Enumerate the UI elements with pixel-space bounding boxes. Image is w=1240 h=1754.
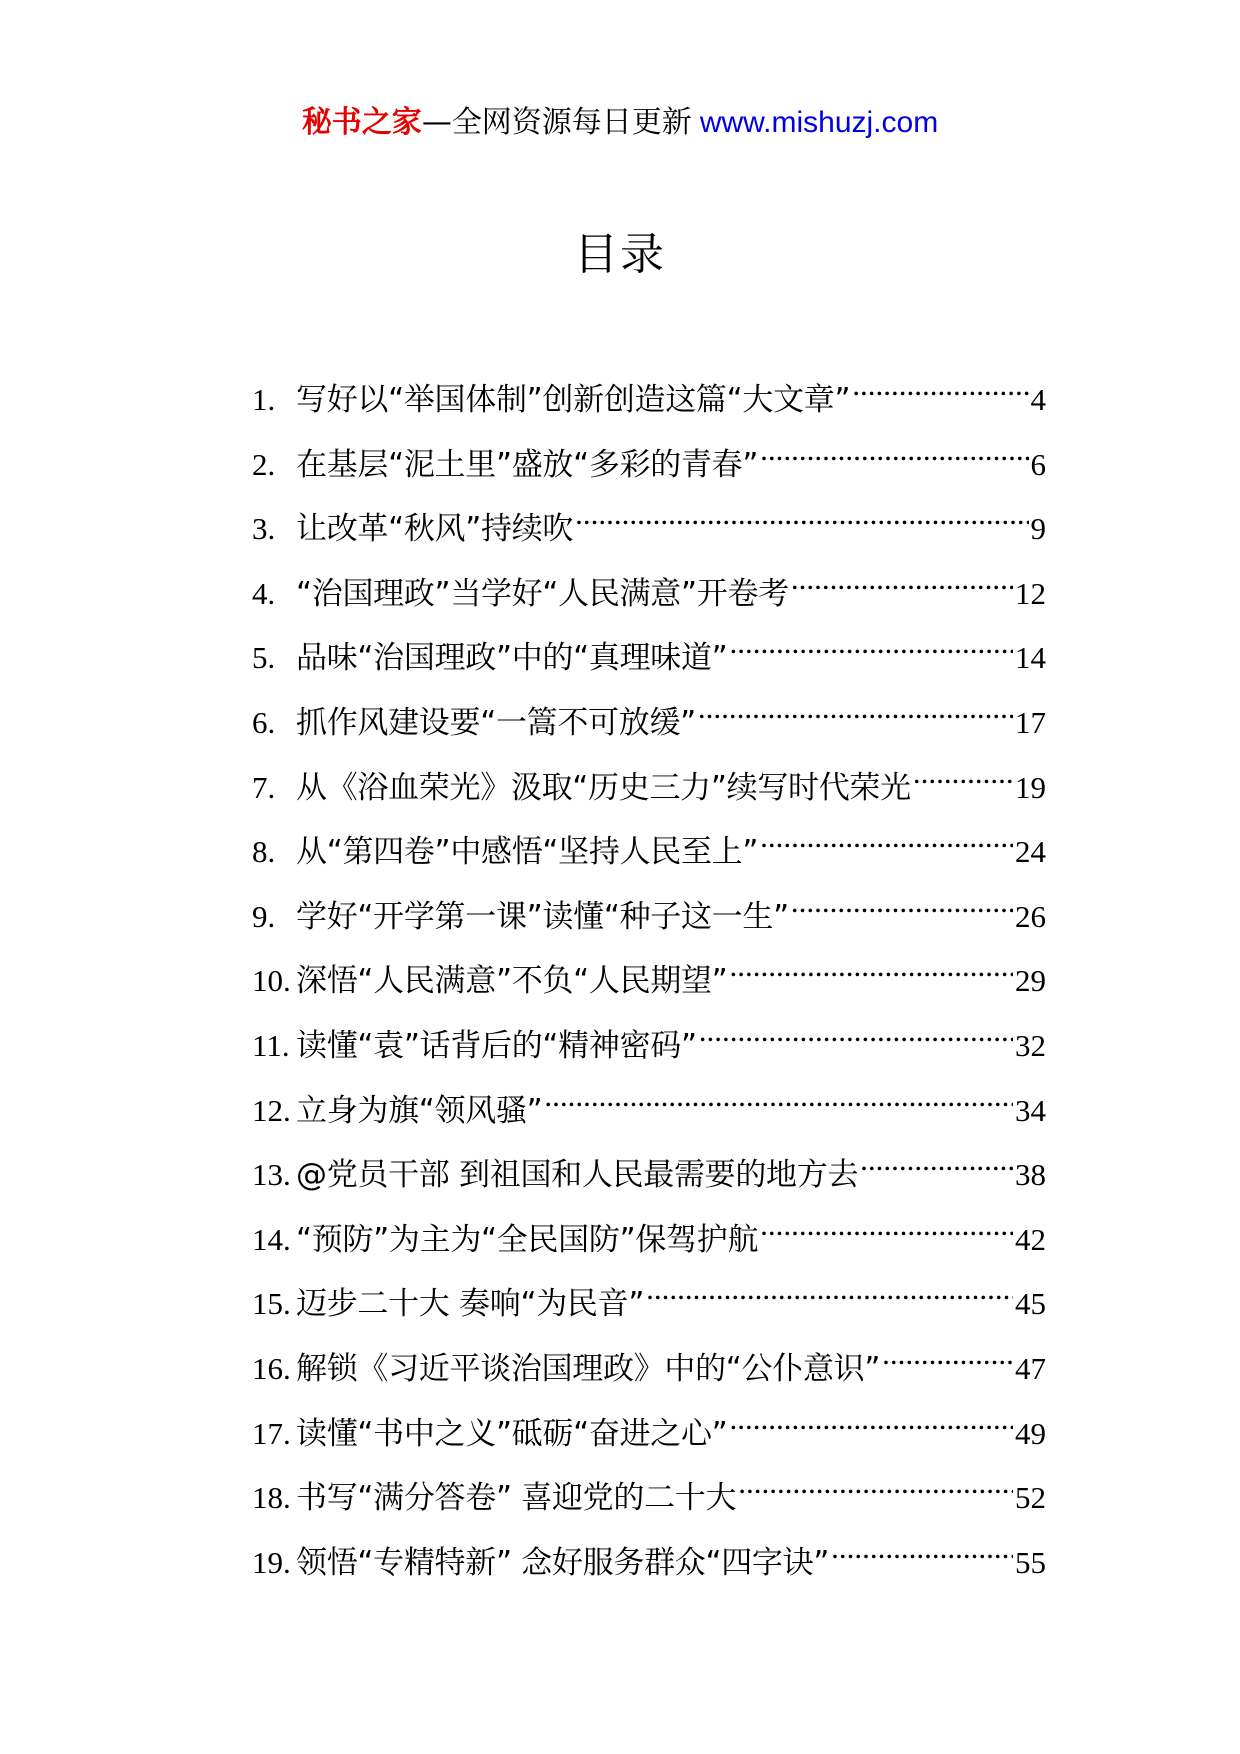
toc-entry-title: 品味“治国理政”中的“真理味道” — [296, 640, 728, 677]
toc-entry-number: 2. — [252, 446, 276, 482]
toc-entry-title: 领悟“专精特新” 念好服务群众“四字诀” — [296, 1544, 830, 1581]
toc-entry-number: 3. — [252, 511, 276, 547]
toc-entry-number: 6. — [252, 704, 276, 740]
toc-entry-title: “预防”为主为“全民国防”保驾护航 — [296, 1221, 759, 1258]
site-header — [0, 103, 1240, 143]
toc-entry[interactable] — [252, 618, 1046, 683]
toc-entry-number: 1. — [252, 382, 276, 417]
toc-entry-page: 45 — [1015, 1286, 1046, 1322]
toc-entry-number: 11. — [252, 1027, 290, 1063]
toc-entry-number: 19. — [252, 1544, 291, 1580]
toc-dot-leader — [698, 683, 1013, 733]
toc-entry[interactable] — [252, 877, 1046, 942]
toc-entry[interactable] — [252, 1264, 1046, 1329]
site-brand: 秘书之家 — [301, 105, 422, 140]
toc-entry[interactable] — [252, 1071, 1046, 1136]
toc-entry-page: 32 — [1015, 1027, 1046, 1063]
toc-dot-leader — [699, 1006, 1013, 1056]
toc-entry-title: 书写“满分答卷” 喜迎党的二十大 — [296, 1480, 737, 1517]
toc-entry-page: 17 — [1015, 704, 1046, 740]
toc-entry-title: 读懂“袁”话背后的“精神密码” — [296, 1027, 697, 1064]
toc-entry-number: 17. — [252, 1415, 291, 1451]
toc-entry[interactable] — [252, 748, 1046, 813]
toc-entry-title: @党员干部 到祖国和人民最需要的地方去 — [296, 1157, 859, 1194]
toc-entry-title: 让改革“秋风”持续吹 — [296, 511, 574, 548]
toc-entry-page: 6 — [1030, 446, 1046, 482]
toc-dot-leader — [760, 812, 1013, 862]
toc-dot-leader — [831, 1523, 1013, 1573]
toc-entry[interactable] — [252, 1523, 1046, 1588]
toc-entry-page: 42 — [1015, 1221, 1046, 1257]
toc-entry-page: 55 — [1015, 1544, 1046, 1580]
toc-dot-leader — [729, 618, 1013, 668]
toc-dot-leader — [852, 360, 1028, 410]
toc-entry-page: 29 — [1015, 963, 1046, 999]
toc-entry-title: “治国理政”当学好“人民满意”开卷考 — [296, 575, 789, 612]
toc-entry-number: 8. — [252, 834, 276, 870]
toc-dot-leader — [646, 1264, 1013, 1314]
toc-entry-page: 26 — [1015, 898, 1046, 934]
toc-entry[interactable] — [252, 1458, 1046, 1523]
toc-entry-title: 从《浴血荣光》汲取“历史三力”续写时代荣光 — [296, 769, 911, 806]
toc-entry[interactable] — [252, 1394, 1046, 1459]
toc-entry-page: 24 — [1015, 834, 1046, 870]
toc-entry-number: 14. — [252, 1221, 291, 1257]
toc-entry[interactable] — [252, 554, 1046, 619]
toc-entry[interactable] — [252, 425, 1046, 490]
toc-entry-page: 9 — [1030, 511, 1046, 547]
page-title: 目录 — [574, 229, 666, 280]
toc-entry-page: 12 — [1015, 575, 1046, 611]
toc-entry-page: 19 — [1015, 769, 1046, 805]
toc-entry-number: 13. — [252, 1157, 291, 1193]
toc-entry-title: 解锁《习近平谈治国理政》中的“公仆意识” — [296, 1350, 881, 1387]
toc-entry-title: 立身为旗“领风骚” — [296, 1092, 543, 1129]
toc-dot-leader — [882, 1329, 1013, 1379]
table-of-contents — [252, 360, 1046, 1587]
toc-entry-number: 4. — [252, 575, 276, 611]
toc-dot-leader — [860, 1135, 1013, 1185]
toc-entry-title: 抓作风建设要“一篙不可放缓” — [296, 704, 696, 741]
toc-entry-number: 15. — [252, 1286, 291, 1322]
toc-entry-number: 10. — [252, 963, 291, 999]
toc-entry-number: 18. — [252, 1480, 291, 1516]
toc-dot-leader — [729, 941, 1013, 991]
site-tagline: —全网资源每日更新 — [421, 105, 692, 140]
toc-entry[interactable] — [252, 1329, 1046, 1394]
toc-entry-page: 52 — [1015, 1480, 1046, 1516]
toc-entry[interactable] — [252, 812, 1046, 877]
toc-entry-title: 迈步二十大 奏响“为民音” — [296, 1286, 645, 1323]
toc-entry[interactable] — [252, 489, 1046, 554]
toc-entry-page: 38 — [1015, 1157, 1046, 1193]
toc-entry-number: 16. — [252, 1350, 291, 1386]
toc-dot-leader — [738, 1458, 1013, 1508]
toc-entry-page: 4 — [1030, 382, 1046, 417]
toc-entry-title: 写好以“举国体制”创新创造这篇“大文章” — [296, 382, 851, 418]
toc-entry[interactable] — [252, 1006, 1046, 1071]
toc-entry-title: 在基层“泥土里”盛放“多彩的青春” — [296, 446, 759, 483]
toc-entry[interactable] — [252, 1200, 1046, 1265]
toc-entry-page: 34 — [1015, 1092, 1046, 1128]
toc-entry-number: 7. — [252, 769, 276, 805]
toc-dot-leader — [760, 1200, 1013, 1250]
toc-entry-page: 47 — [1015, 1350, 1046, 1386]
toc-dot-leader — [913, 748, 1013, 798]
toc-entry-title: 学好“开学第一课”读懂“种子这一生” — [296, 898, 789, 935]
toc-entry-number: 12. — [252, 1092, 291, 1128]
toc-entry-title: 从“第四卷”中感悟“坚持人民至上” — [296, 834, 759, 871]
toc-entry-page: 14 — [1015, 640, 1046, 676]
toc-entry[interactable] — [252, 1135, 1046, 1200]
toc-entry-title: 深悟“人民满意”不负“人民期望” — [296, 963, 728, 1000]
toc-entry[interactable] — [252, 360, 1046, 425]
toc-entry-page: 49 — [1015, 1415, 1046, 1451]
toc-dot-leader — [544, 1071, 1013, 1121]
toc-dot-leader — [791, 554, 1013, 604]
toc-entry-number: 9. — [252, 898, 276, 934]
toc-entry[interactable] — [252, 941, 1046, 1006]
site-url[interactable]: www.mishuzj.com — [699, 106, 939, 139]
toc-dot-leader — [575, 489, 1028, 539]
toc-entry-number: 5. — [252, 640, 276, 676]
toc-dot-leader — [760, 425, 1028, 475]
toc-entry[interactable] — [252, 683, 1046, 748]
toc-dot-leader — [791, 877, 1013, 927]
toc-dot-leader — [729, 1394, 1013, 1444]
toc-entry-title: 读懂“书中之义”砥砺“奋进之心” — [296, 1415, 728, 1452]
